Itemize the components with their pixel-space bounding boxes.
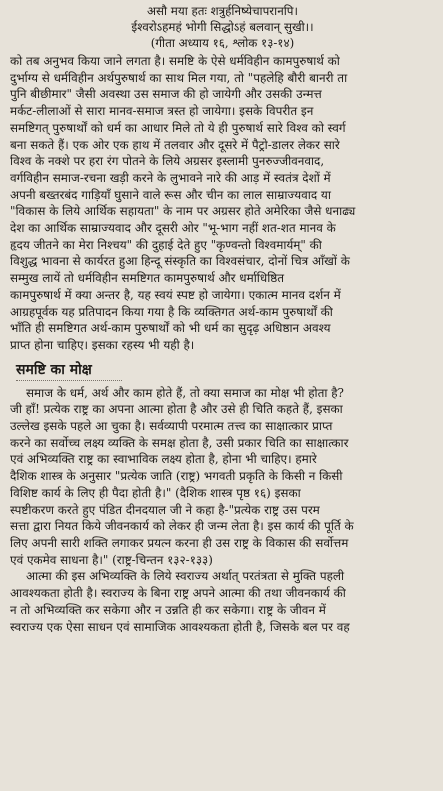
text-line: समष्टिगत् पुरुषार्थों को धर्म का आधार मिले तो ये ही पुरुषार्थ सारे विश्व को स्वर्ग	[10, 120, 346, 135]
text-line: भाँति ही समष्टिगत अर्थ-काम पुरुषार्थों को भी धर्म का सुदृढ़ अधिष्ठान अवश्य	[10, 321, 331, 336]
text-line: स्वराज्य एक ऐसा साधन एवं सामाजिक आवश्यकता होती है, जिसके बल पर वह	[10, 619, 350, 634]
verse-line-2: ईश्वरोऽहमहं भोगी सिद्धोऽहं बलवान् सुखी।।	[131, 20, 314, 34]
text-line: विशिष्ट कार्य के लिए ही पैदा होती है।" (दैशिक शास्त्र पृष्ठ १६) इसका	[10, 485, 301, 500]
text-line: आग्रहपूर्वक यह प्रतिपादन किया गया है कि व्यक्तिगत अर्थ-काम पुरुषार्थों की	[10, 304, 333, 319]
text-line: दैशिक शास्त्र के अनुसार "प्रत्येक जाति (राष्ट्र) भगवती प्रकृति के किसी न किसी	[10, 469, 343, 484]
text-line: हृदय जीतने का मेरा निश्चय" की दुहाई देते हुए "कृण्वन्तो विश्वमार्यम्" की	[10, 237, 322, 252]
text-line: को तब अनुभव किया जाने लगता है। समष्टि के ऐसे धर्मविहीन कामपुरुषार्थ को	[10, 54, 340, 68]
text-line: अपनी बख्तरबंद गाड़ियाँ घुसाने वाले रूस और चीन का लाल साम्राज्यवाद या	[10, 187, 331, 202]
gita-verse-block	[10, 3, 435, 51]
text-line: जी हाँ! प्रत्येक राष्ट्र का अपना आत्मा होता है और उसे ही चिति कहते हैं, इसका	[10, 402, 343, 417]
paragraph-2	[10, 385, 435, 569]
text-line: बना सकते हैं। एक ओर एक हाथ में तलवार और दूसरे में पैट्रो-डालर लेकर सारे	[10, 137, 340, 152]
text-line: विशुद्ध भावना से कार्यरत हुआ हिन्दू संस्कृति का विश्वसंचार, दोनों चित्र आँखों के	[10, 254, 350, 269]
text-line: देश का आर्थिक साम्राज्यवाद और दूसरी ओर "भू-भाग नहीं शत-शत मानव के	[10, 221, 336, 236]
text-line: समाज के धर्म, अर्थ और काम होते हैं, तो क्या समाज का मोक्ष भी होता है?	[26, 385, 344, 400]
text-line: वर्गविहीन समाज-रचना खड़ी करने के लुभावने नारे की आड़ में स्वतंत्र देशों में	[10, 170, 331, 185]
text-line: आत्मा की इस अभिव्यक्ति के लिये स्वराज्य अर्थात् परतंत्रता से मुक्ति पहली	[26, 569, 345, 584]
text-line: कामपुरुषार्थ में क्या अन्तर है, यह स्वयं स्पष्ट हो जायेगा। एकात्म मानव दर्शन में	[10, 287, 341, 302]
section-heading: समष्टि का मोक्ष	[16, 360, 122, 381]
text-line: लिए अपनी सारी शक्ति लगाकर प्रयत्न करना ही उस राष्ट्र के विकास की सर्वोत्तम	[10, 535, 349, 550]
verse-line-1: असौ मया हतः शत्रुर्हनिष्येचापरानपि।	[147, 4, 298, 18]
text-line: "विकास के लिये आर्थिक सहायता" के नाम पर अग्रसर होते अमेरिका जैसे धनाढ्य	[10, 204, 356, 219]
text-line: एवं एकमेव साधना है।" (राष्ट्र-चिन्तन १३२-१३३)	[10, 552, 213, 567]
text-line: सम्मुख लायें तो धर्मविहीन समष्टिगत कामपुरुषार्थ और धर्माधिष्ठित	[10, 271, 285, 286]
paragraph-3	[10, 568, 435, 635]
text-line: दुर्भाग्य से धर्मविहीन अर्थपुरुषार्थ का साथ मिल गया, तो "पहलेहि बौरी बानरी ता	[10, 70, 348, 85]
text-line: करने का सर्वोच्च लक्ष्य व्यक्ति के समक्ष होता है, उसी प्रकार चिति का साक्षात्कार	[10, 435, 349, 450]
text-line: पुनि बीछीमार" जैसी अवस्था उस समाज की हो जायेगी और उसकी उन्मत्त	[10, 87, 322, 102]
text-line: उल्लेख इसके पहले आ चुका है। सर्वव्यापी परमात्म तत्त्व का साक्षात्कार प्राप्त	[10, 419, 333, 434]
text-line: मर्कट-लीलाओं से सारा मानव-समाज त्रस्त हो जायेगा। इसके विपरीत इन	[10, 104, 314, 119]
text-line: एवं अभिव्यक्ति राष्ट्र का स्वाभाविक लक्ष्य होता है, होना भी चाहिए। हमारे	[10, 452, 317, 467]
paragraph-1	[10, 53, 435, 354]
text-line: आवश्यकता होती है। स्वराज्य के बिना राष्ट्र अपने आत्मा की तथा जीवनकार्य की	[10, 586, 346, 601]
text-line: स्पष्टीकरण करते हुए पंडित दीनदयाल जी ने कहा है-"प्रत्येक राष्ट्र उस परम	[10, 502, 320, 517]
text-line: न तो अभिव्यक्ति कर सकेगा और न उन्नति ही कर सकेगा। राष्ट्र के जीवन में	[10, 602, 326, 617]
text-line: प्राप्त होना चाहिए। इसका रहस्य भी यही है।	[10, 337, 195, 352]
text-line: सत्ता द्वारा नियत किये जीवनकार्य को लेकर ही जन्म लेता है। इस कार्य की पूर्ति के	[10, 519, 354, 534]
text-line: विश्व के नक्शे पर हरा रंग पोतने के लिये अग्रसर इस्लामी पुनरुज्जीवनवाद,	[10, 154, 325, 169]
verse-citation: (गीता अध्याय १६, श्लोक १३-१४)	[150, 36, 295, 50]
